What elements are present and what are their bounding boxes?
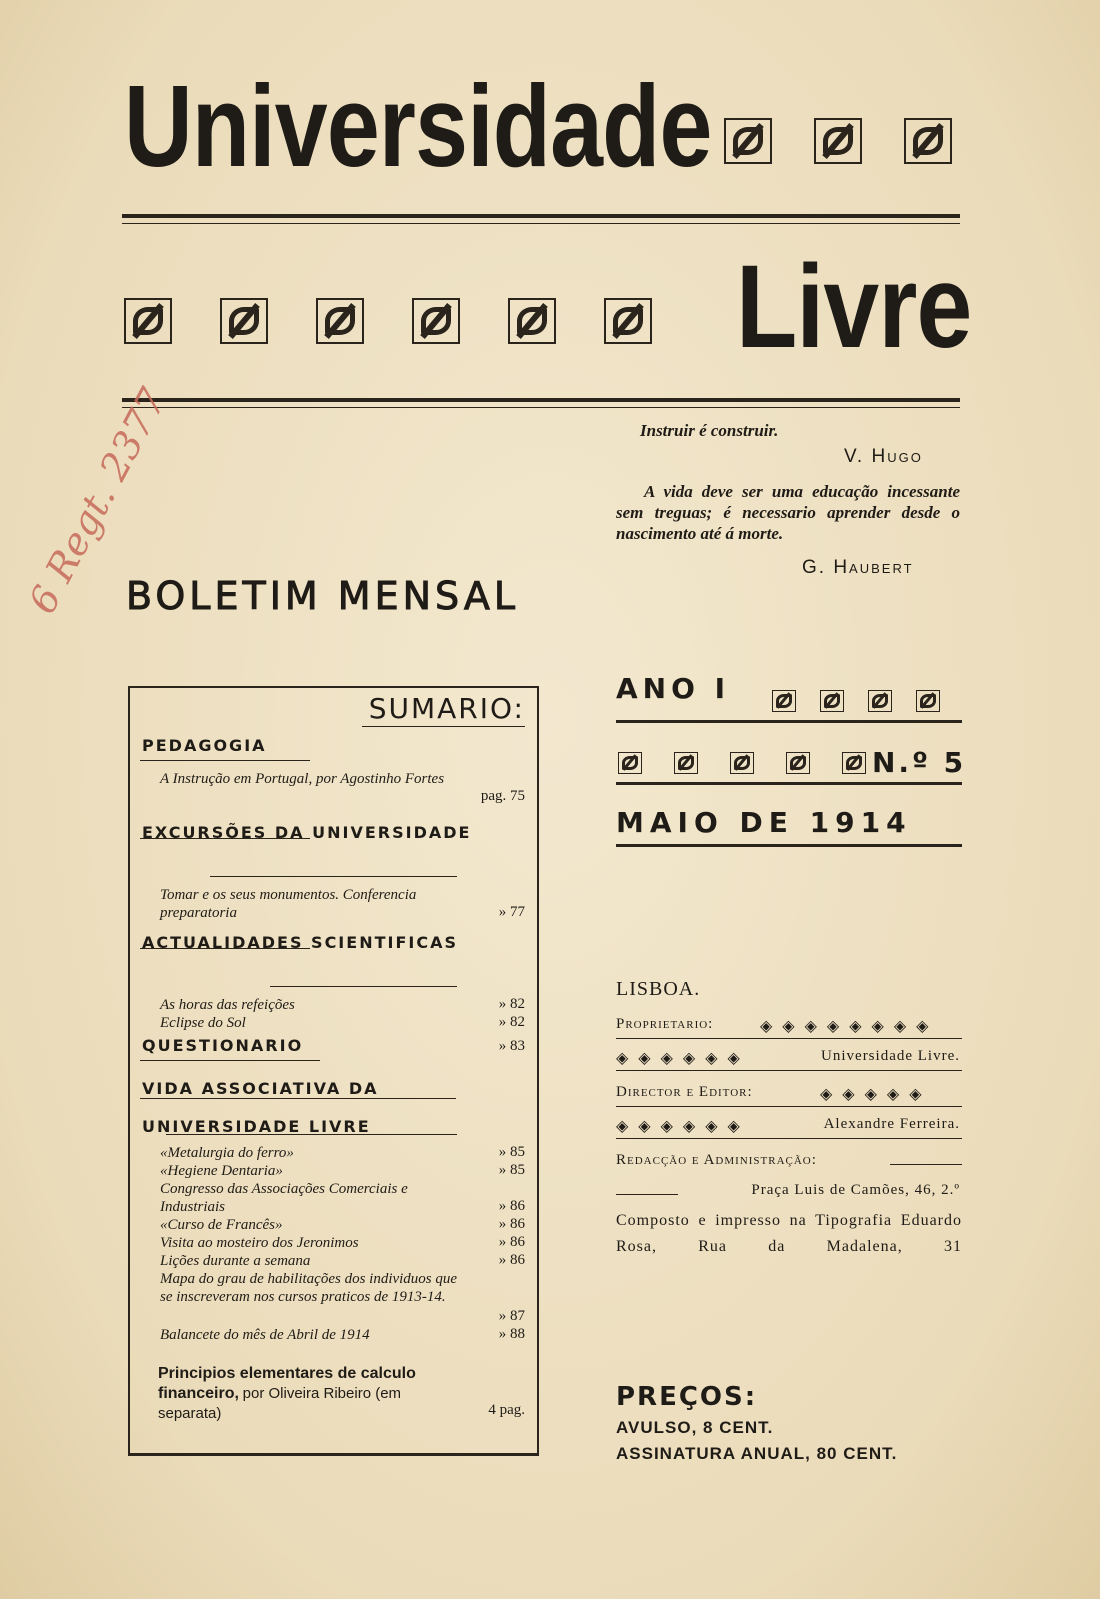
entry-title: Mapa do grau de habilitações dos individuos que se inscreveram nos cursos praticos de 1913-14. [160,1271,458,1306]
proprietor-ornaments-2: ◈◈◈◈◈◈ [616,1050,750,1067]
masthead-title-right: Livre [736,241,972,373]
ornament-icon [618,752,642,774]
admin-address: Praça Luis de Camões, 46, 2.º [751,1182,960,1198]
supplement-page: 4 pag. [488,1402,525,1418]
imprint-rule [616,1038,962,1039]
summary-title-rule [362,726,525,727]
ornament-icon [820,690,844,712]
entry-page: » 85 [498,1162,525,1178]
director-ornaments: ◈◈◈◈◈ [820,1086,932,1103]
entry-congresso [160,1180,460,1217]
quote-1-text: Instruir é construir. [640,421,779,440]
entry-page: » 86 [498,1216,525,1232]
masthead-rule [122,214,960,224]
entry-page: » 86 [498,1252,525,1268]
ornament-icon [772,690,796,712]
entry-mapa [160,1270,460,1307]
imprint-rule [616,1194,678,1195]
imprint-rule [890,1164,962,1165]
proprietor-name: Universidade Livre. [821,1048,960,1064]
section-actualidades [142,924,532,962]
ornament-icon [674,752,698,774]
ornament-row-number [618,752,866,779]
entry-title: Tomar e os seus monumentos. Conferencia preparatoria [160,887,417,922]
entry-page: » 87 [498,1308,525,1324]
section-questionario: QUESTIONARIO [142,1036,304,1055]
prices-title: PREÇOS: [616,1382,758,1412]
entry-page: » 88 [498,1326,525,1342]
handwritten-note: 6 Regt. 2377 [20,381,176,621]
issue-rule [616,844,962,847]
entry-licoes: Lições durante a semana [160,1253,311,1269]
entry-page: » 82 [498,1014,525,1030]
section-heading: EXCURSÕES DA UNIVERSIDADE [142,823,472,842]
imprint-rule [616,1106,962,1107]
ornament-icon [814,118,862,164]
entry-metalurgia: «Metalurgia do ferro» [160,1145,294,1161]
ornament-icon [316,298,364,344]
section-rule [140,760,310,761]
proprietor-ornaments: ◈◈◈◈◈◈◈◈ [760,1018,939,1035]
entry-page: » 77 [498,904,525,920]
entry-curso-frances: «Curso de Francês» [160,1217,283,1233]
issue-date: MAIO DE 1914 [616,806,912,839]
ornament-icon [786,752,810,774]
entry-tomar [160,886,458,923]
quote-2-author: G. Haubert [802,557,914,578]
section-rule [140,838,310,839]
issue-rule [616,782,962,785]
bulletin-label: BOLETIM MENSAL [126,574,519,618]
entry-page: pag. 75 [480,788,525,804]
section-heading: ACTUALIDADES SCIENTIFICAS [142,933,458,952]
price-single: AVULSO, 8 CENT. [616,1418,774,1437]
section-pedagogia: PEDAGOGIA [142,736,267,755]
ornament-row-year [772,690,940,717]
imprint-rule [616,1138,962,1139]
entry-page: » 85 [498,1144,525,1160]
section-rule [166,1134,457,1135]
ornament-row-top [724,118,952,169]
section-heading: VIDA ASSOCIATIVA DA UNIVERSIDADE LIVRE [142,1079,379,1136]
entry-hegiene: «Hegiene Dentaria» [160,1163,283,1179]
section-rule [270,986,457,987]
ornament-icon [412,298,460,344]
ornament-icon [124,298,172,344]
imprint-rule [616,1070,962,1071]
entry-balancete: Balancete do mês de Abril de 1914 [160,1327,370,1343]
section-excursoes [142,814,532,852]
section-rule [140,1060,320,1061]
ornament-icon [730,752,754,774]
imprint-city: LISBOA. [616,978,701,1000]
ornament-icon [842,752,866,774]
issue-number: N.º 5 [872,746,967,779]
entry-page: » 83 [498,1038,525,1054]
proprietor-label: Proprietario: [616,1016,714,1032]
ornament-icon [904,118,952,164]
entry-page: » 82 [498,996,525,1012]
entry-instrucao [160,770,450,788]
summary-title: SUMARIO: [368,692,525,725]
quote-1-author: V. Hugo [844,446,923,467]
ornament-icon [220,298,268,344]
entry-horas: As horas das refeições [160,997,295,1013]
entry-visita: Visita ao mosteiro dos Jeronimos [160,1235,359,1251]
entry-eclipse: Eclipse do Sol [160,1015,246,1031]
ornament-icon [604,298,652,344]
ornament-icon [508,298,556,344]
entry-page: » 86 [498,1234,525,1250]
director-name: Alexandre Ferreira. [823,1116,960,1132]
ornament-icon [724,118,772,164]
ornament-icon [916,690,940,712]
section-rule [210,876,457,877]
summary-box [128,686,539,1456]
entry-page: » 86 [498,1198,525,1214]
printer-info: Composto e impresso na Tipografia Eduardo Rosa, Rua da Madalena, 31 [616,1212,962,1255]
ornament-icon [868,690,892,712]
section-rule [140,948,310,949]
quote-2-text: A vida deve ser uma educação incessante sem treguas; é necessario aprender desde o nascimento até á morte. [616,482,960,543]
issue-rule [616,720,962,723]
issue-year: ANO I [616,672,731,705]
masthead-title-left: Universidade [124,61,712,191]
supplement-title: Principios elementares de calculo financeiro, [158,1365,416,1402]
entry-title: Congresso das Associações Comerciais e Industriais [160,1181,408,1216]
price-annual: ASSINATURA ANUAL, 80 CENT. [616,1444,898,1463]
director-label: Director e Editor: [616,1084,753,1100]
director-ornaments-2: ◈◈◈◈◈◈ [616,1118,750,1135]
masthead-rule-bottom [122,398,960,408]
ornament-row-middle [124,298,652,349]
section-rule [140,1098,456,1099]
admin-label: Redacção e Administração: [616,1152,817,1168]
supplement-entry [158,1364,462,1424]
entry-title: A Instrução em Portugal, por Agostinho Fortes [160,771,445,787]
supplement-author: por Oliveira Ribeiro (em separata) [158,1385,402,1422]
